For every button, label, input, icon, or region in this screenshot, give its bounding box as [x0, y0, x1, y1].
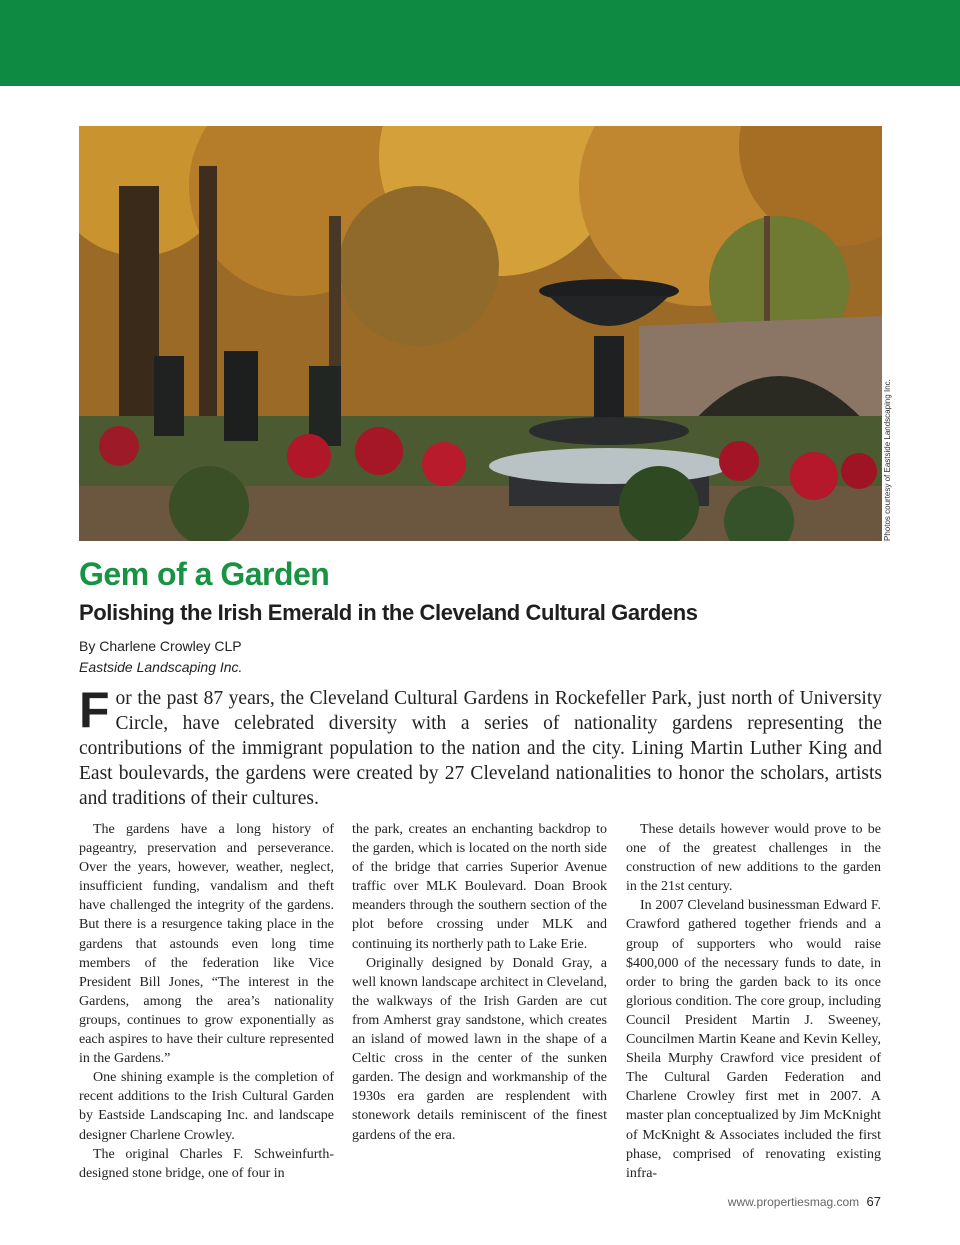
paragraph: In 2007 Cleveland businessman Edward F. Crawford gathered together friends and a group of supporters who would raise $400,000 of the necessary funds to date, in order to bring the garden back to its once glorious condition. The core group, including Council President Martin J. Sweeney, Councilmen Martin Keane and Kevin Kelley, Sheila Murphy Crawford vice president of The Cultural Garden Federation and Charlene Crowley first met in 2007. A master plan conceptualized by Jim McKnight of McKnight & Associates included the first phase, comprised of renovating existing infra-	[626, 898, 881, 1181]
paragraph: Originally designed by Donald Gray, a well known landscape architect in Cleveland, the walkways of the Irish Garden are cut from Amherst gray sandstone, which creates an island of mowed lawn in the shape of a Celtic cross in the center of the sunken garden. The design and workmanship of the 1930s era garden are resplendent with stonework details reminiscent of the finest gardens of the era.	[352, 955, 607, 1143]
page-footer	[728, 1194, 881, 1209]
paragraph: The original Charles F. Schweinfurth-designed stone bridge, one of four in	[79, 1146, 334, 1181]
body-column-3	[626, 820, 881, 1183]
author-byline: By Charlene Crowley CLP	[79, 638, 242, 654]
photo-credit: Photos courtesy of Eastside Landscaping Inc.	[883, 379, 892, 541]
paragraph: One shining example is the completion of recent additions to the Irish Cultural Garden by Eastside Landscaping Inc. and landscape designer Charlene Crowley.	[79, 1070, 334, 1143]
author-company: Eastside Landscaping Inc.	[79, 659, 243, 675]
garden-fountain-photo	[79, 126, 882, 541]
body-column-2	[352, 820, 607, 1145]
page-number: 67	[866, 1194, 881, 1209]
article-title: Gem of a Garden	[79, 556, 330, 592]
body-column-1	[79, 820, 334, 1183]
article-subtitle: Polishing the Irish Emerald in the Cleveland Cultural Gardens	[79, 600, 698, 625]
lead-text: or the past 87 years, the Cleveland Cultural Gardens in Rockefeller Park, just north of University Circle, have celebrated diversity with a series of nationality gardens representing the contributions of the immigrant population to the nation and the city. Lining Martin Luther King and East boulevards, the gardens were created by 27 Cleveland nationalities to honor the scholars, artists and traditions of their cultures.	[79, 688, 882, 809]
paragraph: the park, creates an enchanting backdrop to the garden, which is located on the north side of the bridge that carries Superior Avenue traffic over MLK Boulevard. Doan Brook meanders through the southern section of the plot before crossing under MLK and continuing its northerly path to Lake Erie.	[352, 822, 607, 952]
lead-paragraph	[79, 682, 882, 811]
paragraph: These details however would prove to be one of the greatest challenges in the construction of new additions to the garden in the 21st century.	[626, 822, 881, 895]
header-color-band	[0, 0, 960, 86]
footer-url[interactable]: www.propertiesmag.com	[727, 1195, 860, 1209]
paragraph: The gardens have a long history of pageantry, preservation and perseverance. Over the years, however, weather, neglect, insufficient funding, vandalism and theft have challenged the integrity of the gardens. But there is a resurgence taking place in the gardens that astounds even long time members of the federation like Vice President Bill Jones, “The interest in the Gardens, among the area’s nationality groups, continues to grow exponentially as each aspires to have their culture represented in the Gardens.”	[79, 822, 334, 1067]
drop-cap: F	[79, 682, 110, 738]
